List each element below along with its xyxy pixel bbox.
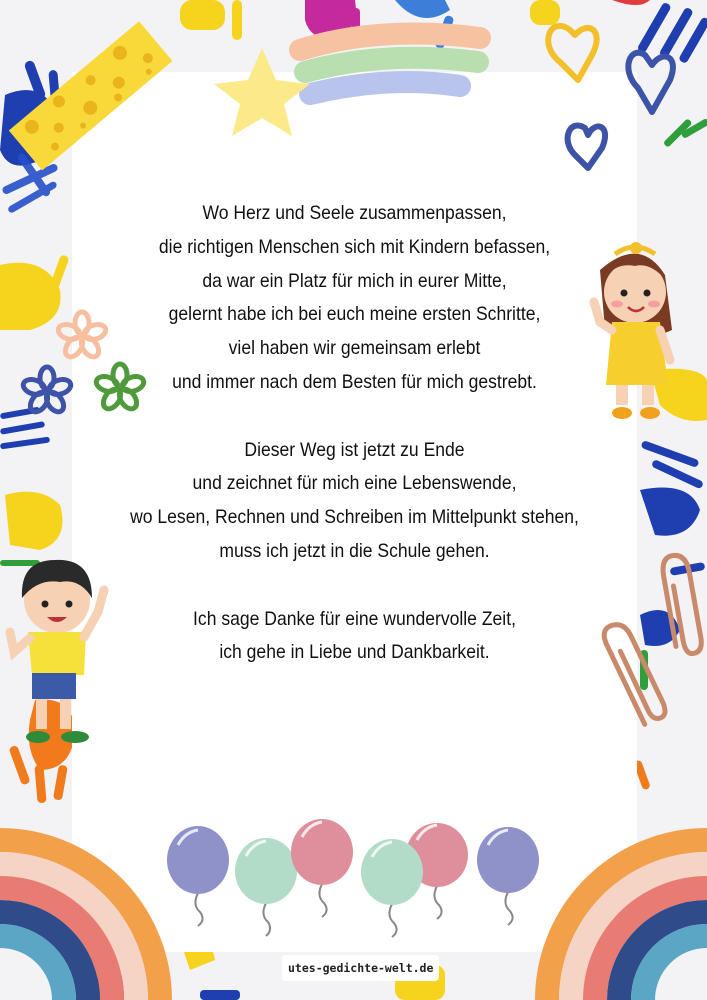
poem-line: wo Lesen, Rechnen und Schreiben im Mittelpunkt stehen,	[130, 506, 579, 529]
poem-line: Wo Herz und Seele zusammenpassen,	[202, 202, 507, 224]
washi-tape-decoration	[9, 21, 173, 170]
star-icon	[214, 48, 310, 136]
poem-stanza-2	[100, 434, 609, 569]
poem-line: ich gehe in Liebe und Dankbarkeit.	[219, 641, 490, 664]
balloon-mint-right-icon	[361, 839, 423, 937]
balloon-icons	[167, 819, 539, 937]
website-label: utes-gedichte-welt.de	[282, 955, 439, 981]
rainbow-bottom-right	[547, 840, 707, 1000]
poem	[100, 197, 609, 704]
poem-line: muss ich jetzt in die Schule gehen.	[219, 539, 490, 562]
poem-stanza-3	[100, 603, 609, 671]
poem-line: Dieser Weg ist jetzt zu Ende	[244, 438, 465, 461]
poem-line: viel haben wir gemeinsam erlebt	[228, 337, 481, 360]
rainbow-bottom-left	[0, 840, 160, 1000]
paper-clip-icons	[603, 553, 703, 727]
poem-line: und zeichnet für mich eine Lebenswende,	[192, 472, 517, 495]
balloon-purple-left-icon	[167, 826, 229, 926]
balloon-pink-left-icon	[291, 819, 353, 917]
balloon-mint-left-icon	[235, 838, 297, 936]
rainbow-star-decoration	[214, 34, 480, 136]
poem-line: da war ein Platz für mich in eurer Mitte,	[202, 269, 507, 292]
boy-illustration	[10, 560, 104, 743]
balloon-purple-right-icon	[477, 827, 539, 925]
poem-line: gelernt habe ich bei euch meine ersten Schritte,	[168, 303, 541, 326]
heart-icons	[548, 26, 673, 168]
poem-line: und immer nach dem Besten für mich gestrebt.	[172, 370, 537, 393]
poem-stanza-1	[100, 197, 609, 400]
poem-line: Ich sage Danke für eine wundervolle Zeit,	[193, 607, 516, 630]
poem-line: die richtigen Menschen sich mit Kindern befassen,	[158, 235, 551, 258]
